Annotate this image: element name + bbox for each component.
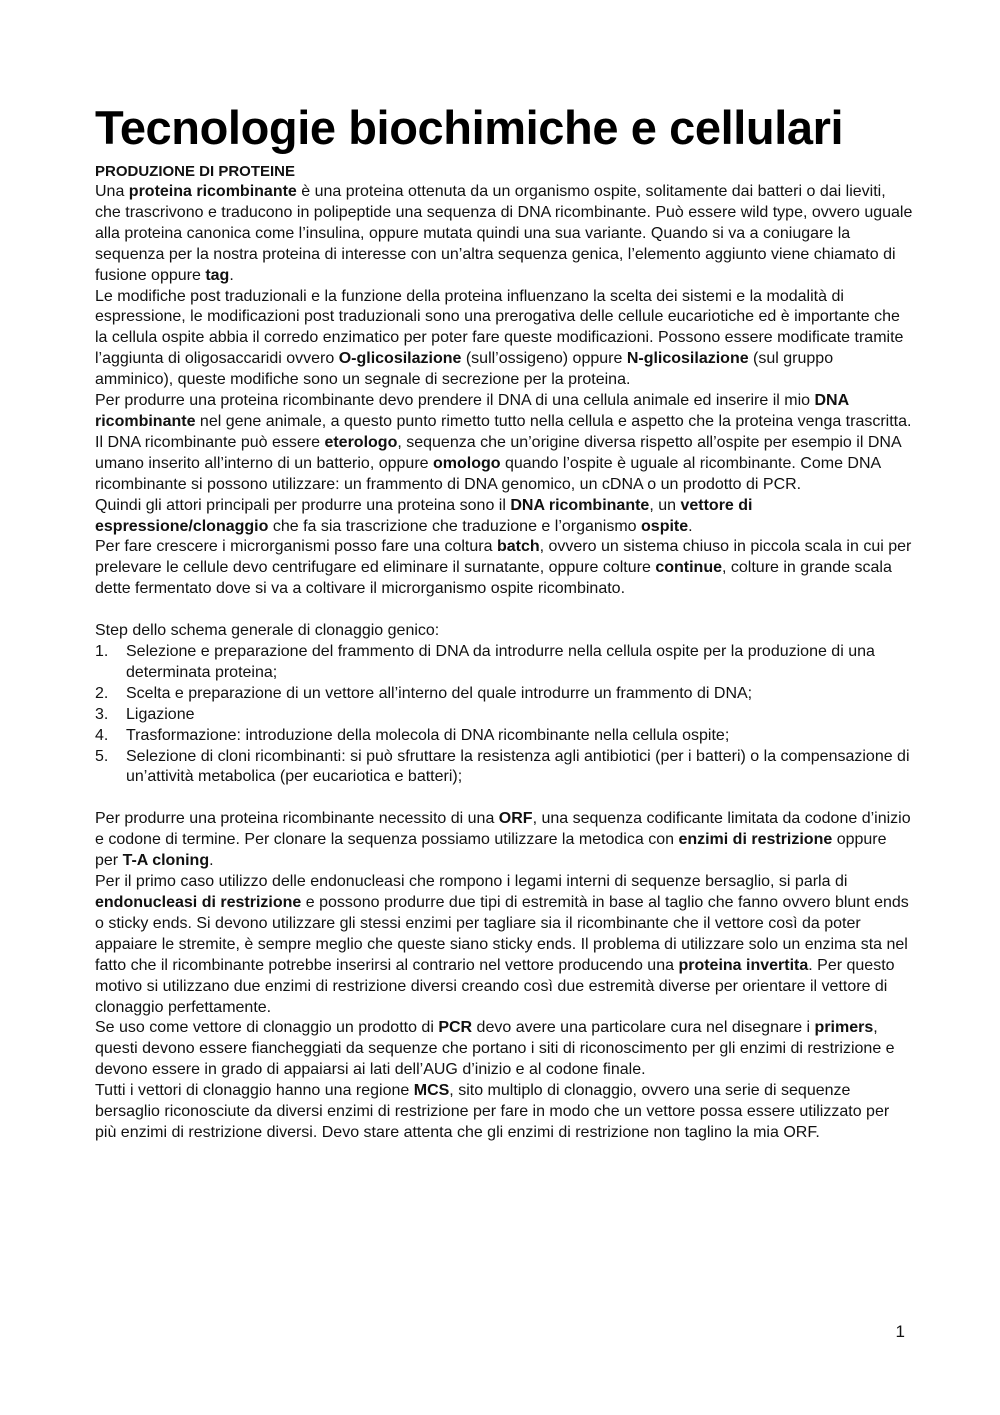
list-item-text: Scelta e preparazione di un vettore all’interno del quale introdurre un frammento di DNA; <box>126 684 753 702</box>
list-item <box>95 726 913 747</box>
bold-term: tag <box>205 266 230 284</box>
bold-term: omologo <box>432 454 501 472</box>
paragraph: Per fare crescere i microrganismi posso fare una coltura batch, ovvero un sistema chiuso in piccola scala in cui per prelevare le cellule devo centrifugare ed eliminare il surnatante, oppure colture continue, colture in grande scala dette fermentato dove si va a coltivare il microrganismo ospite ricombinato. <box>95 538 912 598</box>
paragraph: Se uso come vettore di clonaggio un prodotto di PCR devo avere una particolare cura nel disegnare i primers, questi devono essere fiancheggiati da sequenze che portano i siti di riconoscimento per gli enzimi di restrizione e devono essere in grado di appaiarsi ai lati dell’AUG d’inizio e al codone finale. <box>95 1019 895 1079</box>
bold-term: ospite <box>641 517 689 535</box>
list-item-text: Selezione di cloni ricombinanti: si può sfruttare la resistenza agli antibiotici (per i batteri) o la compensazione di un’attività metabolica (per eucariotica e batteri); <box>126 747 910 786</box>
bold-term: N-glicosilazione <box>626 350 749 368</box>
bold-term: DNA ricombinante <box>510 496 650 514</box>
paragraph: Tutti i vettori di clonaggio hanno una regione MCS, sito multiplo di clonaggio, ovvero una serie di sequenze bersaglio riconosciute da diversi enzimi di restrizione per fare in modo che un vettore possa essere utilizzato per più enzimi di restrizione diversi. Devo stare attenta che gli enzimi di restrizione non taglino la mia ORF. <box>95 1082 890 1141</box>
bold-term: PCR <box>438 1019 473 1037</box>
list-item <box>95 705 913 726</box>
list-item <box>95 642 913 684</box>
bold-term: ORF <box>498 810 533 828</box>
bold-term: continue <box>655 559 722 577</box>
steps-intro: Step dello schema generale di clonaggio genico: <box>95 622 440 640</box>
bold-term: DNA ricombinante <box>95 392 849 430</box>
list-item-number: 3. <box>95 705 109 723</box>
paragraph: Una proteina ricombinante è una proteina ottenuta da un organismo ospite, solitamente dai batteri o dai lieviti, che trascrivono e traducono in polipeptide una sequenza di DNA ricombinante. Può essere wild type, ovvero uguale alla proteina canonica come l’insulina, oppure mutata quindi una sua variante. Quando si va a coniugare la sequenza per la nostra proteina di interesse con un’altra sequenza genica, l’elemento aggiunto viene chiamato di fusione oppure tag. <box>95 183 913 284</box>
paragraph: Per produrre una proteina ricombinante devo prendere il DNA di una cellula animale ed inserire il mio DNA ricombinante nel gene animale, a questo punto rimetto tutto nella cellula e aspetto che la proteina venga trascritta. Il DNA ricombinante può essere eterologo, sequenza che un’origine diversa rispetto all’ospite per esempio il DNA umano inserito all’interno di un batterio, oppure omologo quando l’ospite è uguale al ricombinante. Come DNA ricombinante si possono utilizzare: un frammento di DNA genomico, un cDNA o un prodotto di PCR. <box>95 392 912 493</box>
list-item-text: Trasformazione: introduzione della molecola di DNA ricombinante nella cellula ospite; <box>126 726 730 744</box>
bold-term: eterologo <box>324 433 398 451</box>
list-item-number: 1. <box>95 643 109 661</box>
paragraph: Quindi gli attori principali per produrre una proteina sono il DNA ricombinante, un vettore di espressione/clonaggio che fa sia trascrizione che traduzione e l’organismo ospite. <box>95 496 753 535</box>
list-item <box>95 684 913 705</box>
paragraph: Le modifiche post traduzionali e la funzione della proteina influenzano la scelta dei sistemi e la modalità di espressione, le modificazioni post traduzionali sono una prerogativa delle cellule eucariotiche ed è importante che la cellula ospite abbia il corredo enzimatico per poter fare queste modificazioni. Possono essere modificate tramite l’aggiunta di oligosaccaridi ovvero O-glicosilazione (sull’ossigeno) oppure N-glicosilazione (sul gruppo amminico), queste modifiche sono un segnale di secrezione per la proteina. <box>95 287 904 389</box>
paragraph: Per il primo caso utilizzo delle endonucleasi che rompono i legami interni di sequenze bersaglio, si parla di endonucleasi di restrizione e possono produrre due tipi di estremità in base al taglio che fanno ovvero blunt ends o sticky ends. Si devono utilizzare gli stessi enzimi per tagliare sia il ricombinante che il vettore così da poter appaiare le stremite, è sempre meglio che queste siano sticky ends. Il problema di utilizzare solo un enzima sta nel fatto che il ricombinante potrebbe inserirsi al contrario nel vettore producendo una proteina invertita. Per questo motivo si utilizzano due enzimi di restrizione diversi creando così due estremità diverse per orientare il vettore di clonaggio perfettamente. <box>95 873 909 1016</box>
section-heading: PRODUZIONE DI PROTEINE <box>95 163 296 180</box>
bold-term: endonucleasi di restrizione <box>95 894 302 911</box>
list-item <box>95 747 913 789</box>
paragraph-spacer <box>95 600 913 621</box>
bold-term: enzimi di restrizione <box>678 831 833 849</box>
page-number: 1 <box>895 1322 905 1341</box>
list-item-number: 5. <box>95 747 109 765</box>
bold-term: batch <box>496 538 540 556</box>
bold-term: vettore di espressione/clonaggio <box>95 496 753 535</box>
bold-term: proteina invertita <box>678 956 809 974</box>
paragraph-spacer <box>95 788 913 809</box>
bold-term: proteina ricombinante <box>128 183 297 200</box>
list-item-number: 4. <box>95 726 109 744</box>
bold-term: primers <box>814 1019 874 1037</box>
steps-list <box>95 642 913 788</box>
bold-term: MCS <box>413 1082 450 1100</box>
list-item-text: Ligazione <box>126 705 195 723</box>
list-item-number: 2. <box>95 684 109 702</box>
paragraph: Per produrre una proteina ricombinante necessito di una ORF, una sequenza codificante limitata da codone d’inizio e codone di termine. Per clonare la sequenza possiamo utilizzare la metodica con enzimi di restrizione oppure per T-A cloning. <box>95 810 911 870</box>
bold-term: T-A cloning <box>122 852 210 870</box>
document-page <box>95 100 913 1144</box>
bold-term: O-glicosilazione <box>338 350 462 368</box>
list-item-text: Selezione e preparazione del frammento di DNA da introdurre nella cellula ospite per la produzione di una determinata proteina; <box>126 643 875 681</box>
document-title: Tecnologie biochimiche e cellulari <box>95 101 844 154</box>
